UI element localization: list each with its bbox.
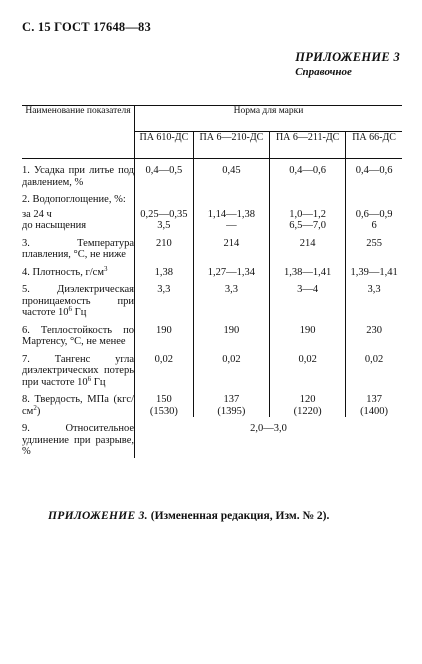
param-label: 8. Твердость, МПа $(кгс/см^2)$	[22, 388, 135, 417]
table-cell: 0,25—0,35	[135, 206, 194, 221]
table-cell: 230	[366, 324, 382, 336]
table-cell: 1,14—1,38	[193, 206, 269, 221]
table-cell: 120 (1220)	[270, 388, 346, 417]
table-cell: —	[193, 220, 269, 232]
table-row	[22, 159, 402, 189]
table-cell: 190	[270, 319, 346, 348]
footnote-ref: ПРИЛОЖЕНИЕ 3.	[48, 510, 148, 522]
table-cell: 0,02	[270, 348, 346, 389]
table-cell: 0,4—0,5	[135, 159, 194, 189]
table-row	[22, 417, 402, 458]
table-cell: 3,5	[135, 220, 194, 232]
table-cell: 214	[270, 232, 346, 261]
table-cell: 0,02	[135, 348, 194, 389]
grade-header: ПА 6—211-ДС	[270, 131, 346, 158]
table-cell: 3,3	[135, 278, 194, 319]
table-cell-merged: 2,0—3,0	[250, 423, 287, 434]
table-cell: 255	[366, 237, 382, 249]
appendix-block	[295, 50, 400, 78]
table-cell: 1,0—1,2	[270, 206, 346, 221]
grade-header: ПА 66-ДС	[346, 131, 402, 158]
table-cell: 0,02	[193, 348, 269, 389]
table-cell: 1,39—1,41	[350, 266, 398, 278]
table-cell: 210	[135, 232, 194, 261]
table-row	[22, 319, 402, 348]
param-label: 1. Усадка при литье под давлением, %	[22, 159, 135, 189]
param-label: 2. Водопоглощение, %:	[22, 188, 135, 206]
table-cell: 3,3	[193, 278, 269, 319]
table-row	[22, 348, 402, 389]
param-label: 9. Относительное удлинение при разрыве, %	[22, 417, 135, 458]
grade-header: ПА 6—210-ДС	[193, 131, 269, 158]
appendix-subtitle: Справочное	[295, 66, 352, 78]
param-label: за 24 ч	[22, 206, 135, 221]
param-label: 4. Плотность, $г/см^3$	[22, 261, 135, 279]
param-label: 7. Тангенс угла диэлектрических потерь при частоте $10^6$ Гц	[22, 348, 135, 389]
table-cell: 190	[193, 319, 269, 348]
table-cell: 3—4	[270, 278, 346, 319]
footnote-text: (Измененная редакция, Изм. № 2).	[147, 510, 330, 522]
table-cell: 0,4—0,6	[270, 159, 346, 189]
table-row	[22, 188, 402, 206]
grade-header: ПА 610-ДС	[135, 131, 194, 158]
spec-table	[22, 105, 402, 458]
table-cell: 137 (1400)	[360, 394, 389, 417]
param-label: 6. Теплостойкость по Мартенсу, °С, не менее	[22, 319, 135, 348]
table-row	[22, 220, 402, 232]
table-cell: 0,02	[364, 353, 384, 365]
table-cell: 1,27—1,34	[193, 261, 269, 279]
appendix-title: ПРИЛОЖЕНИЕ 3	[295, 50, 400, 64]
table-cell: 1,38—1,41	[270, 261, 346, 279]
table-cell: 214	[193, 232, 269, 261]
table-cell: 1,38	[135, 261, 194, 279]
table-cell: 6	[371, 220, 377, 231]
table-cell: 3,3	[367, 284, 381, 295]
param-label: 5. Диэлектрическая проницаемость при частоте $10^6$ Гц	[22, 278, 135, 319]
table-cell: 0,4—0,6	[355, 165, 393, 176]
page-header: С. 15 ГОСТ 17648—83	[22, 20, 151, 34]
table-row	[22, 278, 402, 319]
table-cell: 0,45	[193, 159, 269, 189]
table-cell: 150 (1530)	[135, 388, 194, 417]
table-row	[22, 206, 402, 221]
param-column-header: Наименование показателя	[22, 106, 135, 159]
table-cell: 137 (1395)	[193, 388, 269, 417]
table-cell: 6,5—7,0	[270, 220, 346, 232]
norm-column-header: Норма для марки	[135, 106, 403, 131]
table-row	[22, 232, 402, 261]
param-label: до насыщения	[22, 220, 135, 232]
footnote	[48, 510, 329, 522]
table-row	[22, 388, 402, 417]
table-cell: 0,6—0,9	[355, 208, 393, 220]
table-cell: 190	[135, 319, 194, 348]
param-label: 3. Температура плавления, °С, не ниже	[22, 232, 135, 261]
table-row	[22, 261, 402, 279]
